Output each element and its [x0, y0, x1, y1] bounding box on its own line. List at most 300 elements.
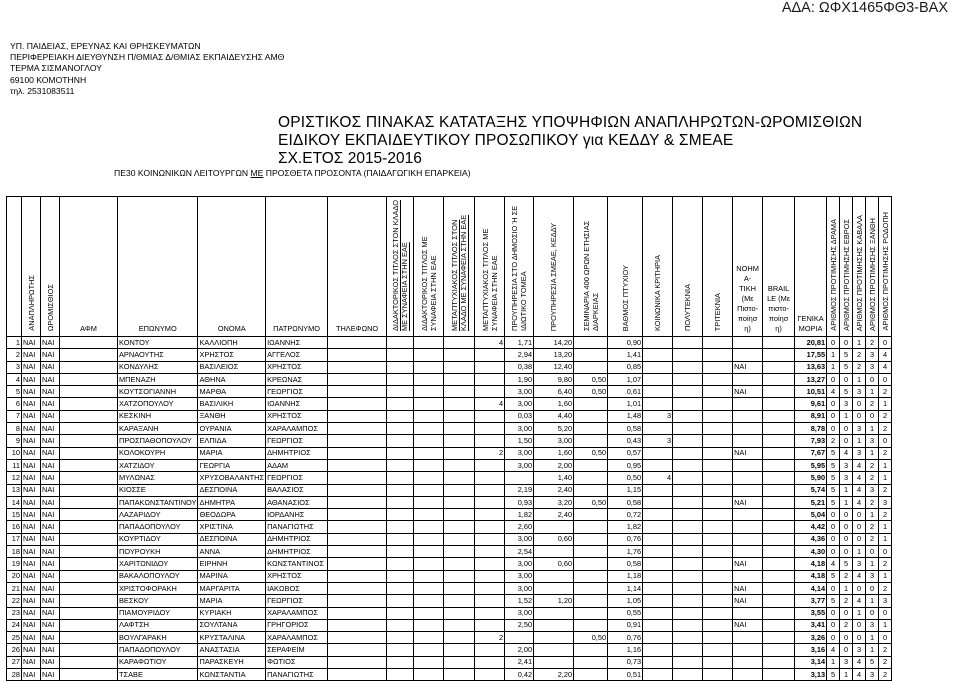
cell-noimatiki: ΝΑΙ — [733, 619, 763, 631]
cell-didaktoriko — [414, 656, 444, 668]
cell-proypiresia-smeae: 2,20 — [534, 669, 574, 681]
row-number: 9 — [7, 435, 22, 447]
cell-pref-kavala: 4 — [853, 484, 866, 496]
table-row — [7, 582, 892, 594]
cell-anaplirotis: ΝΑΙ — [22, 595, 41, 607]
cell-pref-evros: 0 — [840, 546, 853, 558]
cell-oromisthios: ΝΑΙ — [41, 472, 60, 484]
page-title-line2: ΕΙΔΙΚΟΥ ΕΚΠΑΙΔΕΥΤΙΚΟΥ ΠΡΟΣΩΠΙΚΟΥ για ΚΕΔΔΥ & ΣΜΕΑΕ — [278, 132, 734, 149]
cell-vathmos: 1,41 — [608, 349, 643, 361]
cell-oromisthios: ΝΑΙ — [41, 558, 60, 570]
cell-koinonika — [643, 521, 673, 533]
cell-vathmos: 0,58 — [608, 423, 643, 435]
cell-seminaria — [574, 435, 608, 447]
cell-noimatiki — [733, 398, 763, 410]
cell-didaktoriko-klados — [387, 546, 414, 558]
cell-pref-xanthi: 5 — [866, 656, 879, 668]
cell-patronymo: ΙΩΑΝΝΗΣ — [266, 398, 328, 410]
cell-vathmos: 0,58 — [608, 558, 643, 570]
cell-oromisthios: ΝΑΙ — [41, 459, 60, 471]
cell-metaptyxiako-klados — [444, 619, 475, 631]
col-polyteknia: ΠΟΛΥΤΕΚΝΙΑ — [673, 197, 703, 337]
cell-anaplirotis: ΝΑΙ — [22, 644, 41, 656]
cell-pref-kavala: 0 — [853, 509, 866, 521]
cell-pref-evros: 5 — [840, 361, 853, 373]
cell-oromisthios: ΝΑΙ — [41, 435, 60, 447]
cell-seminaria — [574, 558, 608, 570]
cell-didaktoriko-klados — [387, 459, 414, 471]
cell-oromisthios: ΝΑΙ — [41, 582, 60, 594]
cell-pref-evros: 0 — [840, 644, 853, 656]
cell-proypiresia-idiotiko: 2,41 — [505, 656, 534, 668]
col-onoma: ΟΝΟΜΑ — [198, 197, 266, 337]
table-row — [7, 669, 892, 681]
cell-pref-kavala: 4 — [853, 669, 866, 681]
cell-pref-kavala: 0 — [853, 582, 866, 594]
cell-didaktoriko-klados — [387, 521, 414, 533]
cell-afm — [60, 398, 118, 410]
cell-onoma: ΠΑΡΑΣΚΕΥΗ — [198, 656, 266, 668]
cell-afm — [60, 533, 118, 545]
cell-braille — [763, 509, 795, 521]
cell-pref-rodopi: 0 — [879, 373, 892, 385]
cell-pref-rodopi: 1 — [879, 570, 892, 582]
cell-proypiresia-smeae: 3,00 — [534, 435, 574, 447]
cell-genika-moria: 3,14 — [795, 656, 827, 668]
cell-polyteknia — [673, 570, 703, 582]
cell-pref-drama: 1 — [827, 656, 840, 668]
cell-genika-moria: 8,91 — [795, 410, 827, 422]
cell-polyteknia — [673, 632, 703, 644]
cell-pref-kavala: 3 — [853, 423, 866, 435]
row-number: 11 — [7, 459, 22, 471]
row-number: 8 — [7, 423, 22, 435]
subtitle-part: ΜΕ — [250, 168, 264, 178]
cell-koinonika — [643, 533, 673, 545]
cell-onoma: ΜΑΡΘΑ — [198, 386, 266, 398]
cell-pref-kavala: 1 — [853, 373, 866, 385]
cell-seminaria — [574, 570, 608, 582]
cell-eponymo: ΚΟΥΤΣΟΓΙΑΝΝΗ — [118, 386, 198, 398]
cell-pref-evros: 1 — [840, 582, 853, 594]
cell-didaktoriko — [414, 558, 444, 570]
cell-didaktoriko — [414, 337, 444, 349]
cell-pref-drama: 0 — [827, 632, 840, 644]
cell-noimatiki — [733, 644, 763, 656]
cell-oromisthios: ΝΑΙ — [41, 619, 60, 631]
cell-triteknia — [703, 509, 733, 521]
cell-eponymo: ΚΑΡΑΦΩΤΙΟΥ — [118, 656, 198, 668]
cell-didaktoriko — [414, 459, 444, 471]
cell-eponymo: ΒΟΥΛΓΑΡΑΚΗ — [118, 632, 198, 644]
cell-eponymo: ΚΑΡΑΞΑΝΗ — [118, 423, 198, 435]
cell-didaktoriko — [414, 582, 444, 594]
cell-koinonika — [643, 337, 673, 349]
cell-triteknia — [703, 558, 733, 570]
cell-metaptyxiako — [475, 373, 505, 385]
cell-proypiresia-smeae: 5,20 — [534, 423, 574, 435]
cell-metaptyxiako-klados — [444, 558, 475, 570]
cell-patronymo: ΒΑΛΑΣΙΟΣ — [266, 484, 328, 496]
cell-anaplirotis: ΝΑΙ — [22, 373, 41, 385]
cell-pref-drama: 0 — [827, 410, 840, 422]
cell-polyteknia — [673, 459, 703, 471]
cell-koinonika — [643, 582, 673, 594]
cell-patronymo: ΑΘΑΝΑΣΙΟΣ — [266, 496, 328, 508]
table-row — [7, 386, 892, 398]
cell-triteknia — [703, 521, 733, 533]
cell-braille — [763, 447, 795, 459]
cell-koinonika: 3 — [643, 435, 673, 447]
cell-seminaria — [574, 546, 608, 558]
cell-vathmos: 0,73 — [608, 656, 643, 668]
cell-noimatiki — [733, 656, 763, 668]
header-line: ΤΕΡΜΑ ΣΙΣΜΑΝΟΓΛΟΥ — [10, 63, 102, 74]
cell-vathmos: 0,76 — [608, 533, 643, 545]
row-number: 12 — [7, 472, 22, 484]
cell-genika-moria: 4,30 — [795, 546, 827, 558]
cell-braille — [763, 558, 795, 570]
cell-vathmos: 0,85 — [608, 361, 643, 373]
cell-pref-rodopi: 2 — [879, 484, 892, 496]
cell-oromisthios: ΝΑΙ — [41, 644, 60, 656]
cell-proypiresia-smeae: 0,60 — [534, 533, 574, 545]
cell-proypiresia-idiotiko: 0,03 — [505, 410, 534, 422]
cell-metaptyxiako-klados — [444, 533, 475, 545]
cell-metaptyxiako-klados — [444, 447, 475, 459]
cell-koinonika — [643, 447, 673, 459]
cell-triteknia — [703, 619, 733, 631]
cell-patronymo: ΙΟΡΔΑΝΗΣ — [266, 509, 328, 521]
row-number: 5 — [7, 386, 22, 398]
cell-pref-evros: 1 — [840, 410, 853, 422]
cell-didaktoriko-klados — [387, 337, 414, 349]
cell-proypiresia-smeae: 4,40 — [534, 410, 574, 422]
cell-pref-kavala: 4 — [853, 595, 866, 607]
cell-pref-drama: 5 — [827, 570, 840, 582]
cell-pref-kavala: 3 — [853, 644, 866, 656]
row-number: 24 — [7, 619, 22, 631]
cell-koinonika — [643, 632, 673, 644]
cell-metaptyxiako: 4 — [475, 398, 505, 410]
cell-proypiresia-smeae — [534, 644, 574, 656]
cell-afm — [60, 595, 118, 607]
cell-vathmos: 1,05 — [608, 595, 643, 607]
cell-pref-xanthi: 0 — [866, 410, 879, 422]
cell-didaktoriko-klados — [387, 386, 414, 398]
cell-proypiresia-idiotiko: 2,94 — [505, 349, 534, 361]
cell-proypiresia-idiotiko: 1,52 — [505, 595, 534, 607]
cell-didaktoriko — [414, 373, 444, 385]
cell-braille — [763, 582, 795, 594]
cell-afm — [60, 546, 118, 558]
cell-anaplirotis: ΝΑΙ — [22, 521, 41, 533]
cell-pref-drama: 0 — [827, 337, 840, 349]
cell-vathmos: 1,82 — [608, 521, 643, 533]
cell-didaktoriko-klados — [387, 484, 414, 496]
cell-proypiresia-idiotiko: 3,00 — [505, 423, 534, 435]
cell-polyteknia — [673, 607, 703, 619]
cell-seminaria: 0,50 — [574, 386, 608, 398]
cell-noimatiki — [733, 669, 763, 681]
cell-patronymo: ΓΡΗΓΟΡΙΟΣ — [266, 619, 328, 631]
cell-metaptyxiako — [475, 386, 505, 398]
cell-vathmos: 1,18 — [608, 570, 643, 582]
cell-pref-evros: 3 — [840, 398, 853, 410]
cell-pref-rodopi: 2 — [879, 423, 892, 435]
cell-didaktoriko-klados — [387, 496, 414, 508]
cell-pref-xanthi: 2 — [866, 398, 879, 410]
cell-proypiresia-idiotiko: 2,54 — [505, 546, 534, 558]
cell-metaptyxiako — [475, 423, 505, 435]
cell-koinonika — [643, 423, 673, 435]
cell-polyteknia — [673, 349, 703, 361]
cell-proypiresia-idiotiko: 2,00 — [505, 644, 534, 656]
cell-patronymo: ΧΡΗΣΤΟΣ — [266, 410, 328, 422]
cell-pref-rodopi: 1 — [879, 459, 892, 471]
cell-oromisthios: ΝΑΙ — [41, 533, 60, 545]
cell-polyteknia — [673, 435, 703, 447]
cell-pref-rodopi: 2 — [879, 644, 892, 656]
cell-metaptyxiako-klados — [444, 496, 475, 508]
cell-tilefono — [328, 607, 387, 619]
cell-pref-rodopi: 0 — [879, 546, 892, 558]
cell-braille — [763, 386, 795, 398]
cell-didaktoriko — [414, 509, 444, 521]
cell-patronymo: ΠΑΝΑΓΙΩΤΗΣ — [266, 669, 328, 681]
col-proypiresia-smeae: ΠΡΟΥΠΗΡΕΣΙΑ ΣΜΕΑΕ, ΚΕΔΔΥ — [534, 197, 574, 337]
cell-metaptyxiako-klados — [444, 656, 475, 668]
cell-patronymo: ΧΑΡΑΛΑΜΠΟΣ — [266, 632, 328, 644]
cell-proypiresia-idiotiko: 1,82 — [505, 509, 534, 521]
cell-onoma: ΑΝΝΑ — [198, 546, 266, 558]
cell-genika-moria: 17,55 — [795, 349, 827, 361]
col-index — [7, 197, 22, 337]
cell-oromisthios: ΝΑΙ — [41, 595, 60, 607]
cell-didaktoriko — [414, 632, 444, 644]
cell-afm — [60, 521, 118, 533]
cell-onoma: ΒΑΣΙΛΕΙΟΣ — [198, 361, 266, 373]
cell-triteknia — [703, 386, 733, 398]
cell-pref-drama: 0 — [827, 619, 840, 631]
cell-metaptyxiako-klados — [444, 607, 475, 619]
cell-genika-moria: 4,18 — [795, 558, 827, 570]
cell-pref-rodopi: 2 — [879, 386, 892, 398]
cell-seminaria: 0,50 — [574, 496, 608, 508]
cell-patronymo: ΔΗΜΗΤΡΙΟΣ — [266, 533, 328, 545]
cell-anaplirotis: ΝΑΙ — [22, 386, 41, 398]
cell-afm — [60, 447, 118, 459]
cell-didaktoriko — [414, 423, 444, 435]
cell-afm — [60, 386, 118, 398]
cell-metaptyxiako-klados — [444, 459, 475, 471]
cell-patronymo: ΓΕΩΡΓΙΟΣ — [266, 435, 328, 447]
table-row — [7, 373, 892, 385]
cell-proypiresia-idiotiko: 3,00 — [505, 447, 534, 459]
cell-polyteknia — [673, 423, 703, 435]
col-metaptyxiako-klados: ΜΕΤΑΠΤΥΧΙΑΚΟΣ ΤΙΤΛΟΣ ΣΤΟΝ ΚΛΑΔΟ ΜΕ ΣΥΝΑΦΕΙΑ ΣΤΗΝ ΕΑΕ — [444, 197, 475, 337]
cell-seminaria — [574, 337, 608, 349]
cell-vathmos: 0,72 — [608, 509, 643, 521]
cell-triteknia — [703, 669, 733, 681]
cell-patronymo: ΔΗΜΗΤΡΙΟΣ — [266, 447, 328, 459]
cell-noimatiki — [733, 632, 763, 644]
cell-noimatiki — [733, 472, 763, 484]
subtitle-part: ΠΕ30 ΚΟΙΝΩΝΙΚΩΝ ΛΕΙΤΟΥΡΓΩΝ — [114, 168, 251, 178]
cell-pref-xanthi: 1 — [866, 644, 879, 656]
cell-tilefono — [328, 669, 387, 681]
cell-anaplirotis: ΝΑΙ — [22, 570, 41, 582]
cell-pref-xanthi: 1 — [866, 632, 879, 644]
cell-triteknia — [703, 349, 733, 361]
cell-braille — [763, 410, 795, 422]
cell-vathmos: 0,90 — [608, 337, 643, 349]
table-row — [7, 337, 892, 349]
cell-polyteknia — [673, 656, 703, 668]
cell-oromisthios: ΝΑΙ — [41, 373, 60, 385]
cell-noimatiki — [733, 373, 763, 385]
cell-koinonika — [643, 619, 673, 631]
cell-triteknia — [703, 459, 733, 471]
cell-tilefono — [328, 337, 387, 349]
cell-pref-kavala: 1 — [853, 546, 866, 558]
table-row — [7, 484, 892, 496]
cell-onoma: ΕΙΡΗΝΗ — [198, 558, 266, 570]
cell-pref-rodopi: 4 — [879, 349, 892, 361]
cell-koinonika — [643, 607, 673, 619]
cell-vathmos: 0,57 — [608, 447, 643, 459]
cell-genika-moria: 4,42 — [795, 521, 827, 533]
cell-afm — [60, 607, 118, 619]
col-eponymo: ΕΠΩΝΥΜΟ — [118, 197, 198, 337]
col-triteknia: ΤΡΙΤΕΚΝΙΑ — [703, 197, 733, 337]
row-number: 14 — [7, 496, 22, 508]
cell-seminaria — [574, 472, 608, 484]
header-line: τηλ. 2531083511 — [10, 85, 75, 96]
cell-triteknia — [703, 656, 733, 668]
cell-onoma: ΑΘΗΝΑ — [198, 373, 266, 385]
cell-pref-xanthi: 2 — [866, 459, 879, 471]
cell-vathmos: 0,91 — [608, 619, 643, 631]
cell-metaptyxiako — [475, 558, 505, 570]
col-didaktoriko: ΔΙΔΑΚΤΟΡΙΚΟΣ ΤΙΤΛΟΣ ΜΕ ΣΥΝΑΦΕΙΑ ΣΤΗΝ ΕΑΕ — [414, 197, 444, 337]
cell-didaktoriko-klados — [387, 410, 414, 422]
cell-metaptyxiako-klados — [444, 669, 475, 681]
cell-didaktoriko — [414, 496, 444, 508]
cell-pref-evros: 2 — [840, 619, 853, 631]
cell-pref-rodopi: 4 — [879, 361, 892, 373]
cell-pref-kavala: 0 — [853, 398, 866, 410]
col-seminaria: ΣΕΜΙΝΑΡΙΑ 400 ΩΡΩΝ ΕΤΗΣΙΑΣ ΔΙΑΡΚΕΙΑΣ — [574, 197, 608, 337]
cell-pref-rodopi: 3 — [879, 496, 892, 508]
cell-tilefono — [328, 447, 387, 459]
cell-afm — [60, 361, 118, 373]
cell-eponymo: ΠΡΟΣΠΑΘΟΠΟΥΛΟΥ — [118, 435, 198, 447]
cell-didaktoriko-klados — [387, 632, 414, 644]
cell-braille — [763, 619, 795, 631]
cell-anaplirotis: ΝΑΙ — [22, 398, 41, 410]
cell-triteknia — [703, 570, 733, 582]
cell-proypiresia-smeae: 3,20 — [534, 496, 574, 508]
cell-proypiresia-smeae: 9,80 — [534, 373, 574, 385]
cell-didaktoriko-klados — [387, 533, 414, 545]
cell-triteknia — [703, 496, 733, 508]
cell-pref-kavala: 1 — [853, 607, 866, 619]
cell-onoma: ΔΗΜΗΤΡΑ — [198, 496, 266, 508]
cell-patronymo: ΓΕΩΡΓΙΟΣ — [266, 386, 328, 398]
cell-pref-drama: 0 — [827, 509, 840, 521]
cell-eponymo: ΒΑΚΑΛΟΠΟΥΛΟΥ — [118, 570, 198, 582]
cell-seminaria — [574, 607, 608, 619]
cell-koinonika — [643, 656, 673, 668]
cell-metaptyxiako-klados — [444, 386, 475, 398]
cell-metaptyxiako — [475, 435, 505, 447]
cell-pref-drama: 0 — [827, 521, 840, 533]
cell-metaptyxiako — [475, 644, 505, 656]
cell-afm — [60, 632, 118, 644]
cell-triteknia — [703, 546, 733, 558]
cell-oromisthios: ΝΑΙ — [41, 337, 60, 349]
cell-seminaria — [574, 398, 608, 410]
cell-patronymo: ΧΑΡΑΛΑΜΠΟΣ — [266, 423, 328, 435]
table-row — [7, 570, 892, 582]
table-row — [7, 521, 892, 533]
cell-onoma: ΜΑΡΙΝΑ — [198, 570, 266, 582]
row-number: 2 — [7, 349, 22, 361]
cell-noimatiki: ΝΑΙ — [733, 447, 763, 459]
cell-patronymo: ΦΩΤΙΟΣ — [266, 656, 328, 668]
cell-triteknia — [703, 607, 733, 619]
cell-pref-drama: 5 — [827, 669, 840, 681]
cell-pref-evros: 3 — [840, 656, 853, 668]
cell-patronymo: ΧΡΗΣΤΟΣ — [266, 361, 328, 373]
cell-pref-drama: 0 — [827, 423, 840, 435]
cell-pref-drama: 5 — [827, 595, 840, 607]
cell-braille — [763, 644, 795, 656]
cell-oromisthios: ΝΑΙ — [41, 386, 60, 398]
cell-oromisthios: ΝΑΙ — [41, 423, 60, 435]
cell-proypiresia-idiotiko — [505, 472, 534, 484]
cell-oromisthios: ΝΑΙ — [41, 509, 60, 521]
cell-genika-moria: 3,16 — [795, 644, 827, 656]
cell-tilefono — [328, 459, 387, 471]
cell-didaktoriko-klados — [387, 349, 414, 361]
cell-seminaria: 0,50 — [574, 632, 608, 644]
cell-onoma: ΟΥΡΑΝΙΑ — [198, 423, 266, 435]
cell-braille — [763, 472, 795, 484]
cell-triteknia — [703, 472, 733, 484]
cell-koinonika — [643, 373, 673, 385]
cell-braille — [763, 546, 795, 558]
cell-metaptyxiako-klados — [444, 337, 475, 349]
cell-tilefono — [328, 435, 387, 447]
cell-pref-kavala: 2 — [853, 349, 866, 361]
cell-didaktoriko — [414, 410, 444, 422]
cell-proypiresia-smeae: 1,40 — [534, 472, 574, 484]
cell-eponymo: ΛΑΦΤΣΗ — [118, 619, 198, 631]
cell-pref-evros: 0 — [840, 337, 853, 349]
cell-noimatiki: ΝΑΙ — [733, 386, 763, 398]
cell-oromisthios: ΝΑΙ — [41, 496, 60, 508]
cell-tilefono — [328, 533, 387, 545]
ranking-table — [6, 196, 892, 681]
cell-afm — [60, 337, 118, 349]
cell-onoma: ΧΡΙΣΤΙΝΑ — [198, 521, 266, 533]
cell-didaktoriko — [414, 570, 444, 582]
cell-pref-evros: 0 — [840, 632, 853, 644]
page-title-line1: ΟΡΙΣΤΙΚΟΣ ΠΙΝΑΚΑΣ ΚΑΤΑΤΑΞΗΣ ΥΠΟΨΗΦΙΩΝ ΑΝΑΠΛΗΡΩΤΩΝ-ΩΡΟΜΙΣΘΙΩΝ — [278, 114, 863, 131]
cell-genika-moria: 5,95 — [795, 459, 827, 471]
